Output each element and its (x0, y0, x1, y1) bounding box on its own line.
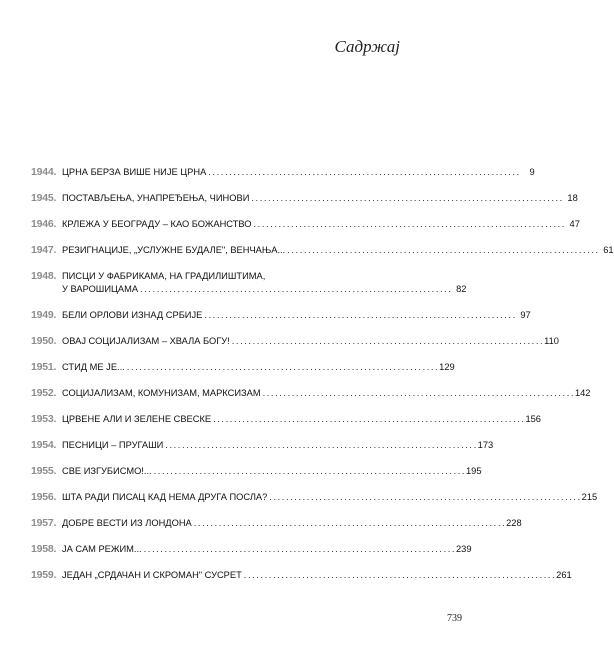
toc-entry-year: 1955. (31, 465, 57, 477)
dot-leader (194, 517, 504, 530)
toc-entry-title: ДОБРЕ ВЕСТИ ИЗ ЛОНДОНА (62, 518, 192, 528)
toc-entry-year: 1952. (31, 387, 57, 399)
toc-entry-year: 1956. (31, 491, 57, 503)
toc-entry-page: 110 (544, 336, 559, 346)
page-number: 739 (447, 613, 462, 624)
toc-entry-year: 1945. (31, 192, 57, 204)
toc-entry-year: 1944. (31, 166, 57, 178)
toc-entry-title: ЈА САМ РЕЖИМ... (62, 544, 142, 554)
toc-entry[interactable] (31, 270, 467, 296)
dot-leader (154, 465, 464, 478)
dot-leader (204, 309, 514, 322)
toc-entry[interactable] (31, 465, 482, 478)
toc-entry-year: 1949. (31, 309, 57, 321)
page-title: Садржај (334, 37, 400, 56)
toc-entry-title: СТИД МЕ ЈЕ... (62, 362, 125, 372)
toc-entry[interactable] (31, 439, 494, 452)
dot-leader (254, 218, 564, 231)
toc-entry-title: БЕЛИ ОРЛОВИ ИЗНАД СРБИЈЕ (62, 310, 203, 320)
toc-entry-year: 1950. (31, 335, 57, 347)
toc-entry[interactable] (31, 413, 541, 426)
toc-entry-year: 1951. (31, 361, 57, 373)
toc-entry-title: ПИСЦИ У ФАБРИКАМА, НА ГРАДИЛИШТИМА, (62, 271, 266, 281)
toc-entry-page: 228 (506, 518, 522, 528)
toc-entry-page: 195 (466, 466, 482, 476)
table-of-contents (31, 166, 614, 595)
toc-entry-title-continued: У ВАРОШИЦАМА (62, 284, 139, 294)
dot-leader (165, 439, 475, 452)
toc-entry[interactable] (31, 543, 472, 556)
toc-entry-page: 47 (569, 219, 580, 229)
toc-entry-year: 1953. (31, 413, 57, 425)
toc-entry-page: 18 (567, 193, 578, 203)
toc-entry[interactable] (31, 335, 559, 348)
toc-entry-page: 97 (520, 310, 531, 320)
toc-entry-year: 1957. (31, 517, 57, 529)
toc-entry-year: 1948. (31, 270, 57, 282)
toc-entry-year: 1946. (31, 218, 57, 230)
toc-entry-page: 61 (603, 245, 614, 255)
toc-entry-year: 1954. (31, 439, 57, 451)
toc-entry-title: ЦРВЕНЕ АЛИ И ЗЕЛЕНЕ СВЕСКЕ (62, 414, 212, 424)
dot-leader (208, 166, 518, 179)
toc-entry[interactable] (31, 517, 522, 530)
toc-entry[interactable] (31, 192, 578, 205)
dot-leader (144, 543, 454, 556)
toc-entry-title: ШТА РАДИ ПИСАЦ КАД НЕМА ДРУГА ПОСЛА? (62, 492, 268, 502)
toc-entry[interactable] (31, 166, 535, 179)
toc-entry-page: 82 (456, 284, 467, 294)
toc-entry[interactable] (31, 361, 455, 374)
toc-entry-title: КРЛЕЖА У БЕОГРАДУ – КАО БОЖАНСТВО (62, 219, 252, 229)
toc-entry-title: ЈЕДАН „СРДАЧАН И СКРОМАН" СУСРЕТ (62, 570, 242, 580)
dot-leader (251, 192, 561, 205)
toc-entry-title: СВЕ ИЗГУБИСМО!... (62, 466, 152, 476)
toc-entry[interactable] (31, 244, 614, 257)
toc-entry-title: ПОСТАВЉЕЊА, УНАПРЕЂЕЊА, ЧИНОВИ (62, 193, 250, 203)
dot-leader (263, 387, 573, 400)
toc-entry-page: 129 (439, 362, 455, 372)
toc-entry[interactable] (31, 387, 591, 400)
toc-entry-page: 9 (529, 167, 535, 177)
toc-entry[interactable] (31, 491, 598, 504)
dot-leader (244, 569, 554, 582)
dot-leader (127, 361, 437, 374)
toc-entry-title: СОЦИЈАЛИЗАМ, КОМУНИЗАМ, МАРКСИЗАМ (62, 388, 261, 398)
dot-leader (140, 283, 450, 296)
toc-entry-page: 215 (581, 492, 598, 502)
toc-entry[interactable] (31, 569, 572, 582)
toc-entry-title: ЦРНА БЕРЗА ВИШЕ НИЈЕ ЦРНА (62, 167, 207, 177)
toc-entry-page: 156 (525, 414, 541, 424)
toc-entry-page: 173 (477, 440, 494, 450)
toc-entry-year: 1958. (31, 543, 57, 555)
toc-entry-year: 1947. (31, 244, 57, 256)
toc-entry-title: ПЕСНИЦИ – ПРУГАШИ (62, 440, 164, 450)
toc-entry-title: РЕЗИГНАЦИЈЕ, „УСЛУЖНЕ БУДАЛЕ", ВЕНЧАЊА... (62, 245, 286, 255)
dot-leader (213, 413, 523, 426)
toc-entry[interactable] (31, 218, 580, 231)
toc-entry[interactable] (31, 309, 531, 322)
dot-leader (269, 491, 579, 504)
toc-entry-page: 239 (456, 544, 472, 554)
toc-entry-year: 1959. (31, 569, 57, 581)
toc-entry-page: 261 (556, 570, 572, 580)
toc-entry-title: ОВАЈ СОЦИЈАЛИЗАМ – ХВАЛА БОГУ! (62, 336, 230, 346)
dot-leader (287, 244, 597, 257)
toc-entry-page: 142 (574, 388, 591, 398)
dot-leader (232, 335, 542, 348)
